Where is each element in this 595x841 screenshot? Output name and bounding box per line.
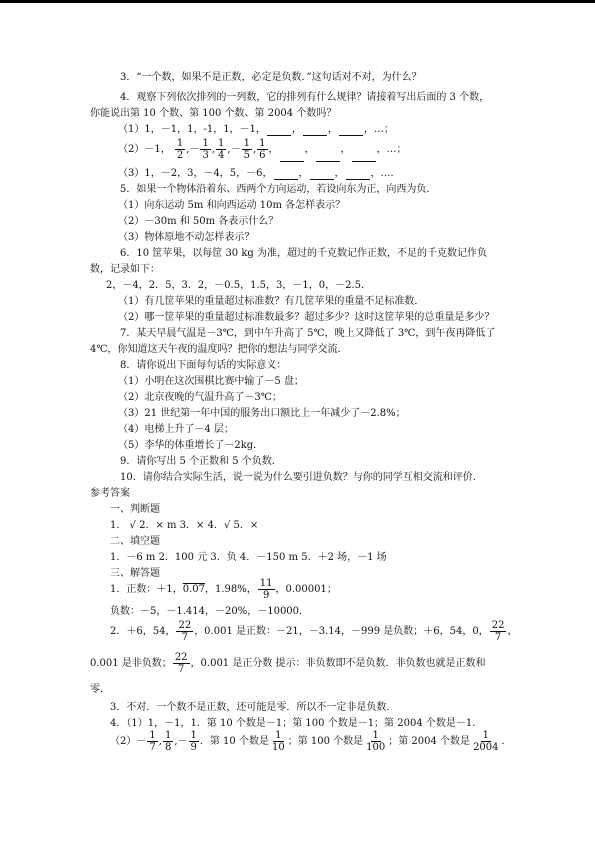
question-4-1: （1）1，－1，1，-1，1，－1， ， ， ，…； [118,124,394,135]
answer-blank [267,125,291,136]
answers-heading: 参考答案 [90,488,130,499]
fraction-1-5: $\frac{1}{5}$ [243,138,250,161]
answer-blank [280,151,304,162]
answer-blank [303,125,327,136]
fraction-1-9: $\frac{1}{9}$ [190,730,197,753]
fraction-1-3: $\frac{1}{3}$ [202,138,209,161]
fraction-1-8: $\frac{1}{8}$ [164,730,172,753]
question-8: 8．请你说出下面每句话的实际意义： [120,360,287,371]
fraction-22-7: $\frac{22}{7}$ [491,620,505,643]
answer-1-positive: 1．正数：＋1，0.07，1.98%， $\frac{11}{9}$ ，0.00001； [110,578,337,601]
question-6-line1: 6．10 筐苹果，以每筐 30 kg 为准，超过的千克数记作正数，不足的千克数记作负 [120,248,487,259]
question-4-3: （3）1，－2，3，－4，5，－6， ， ， ，…． [118,168,401,179]
question-5-3: （3）物体原地不动怎样表示？ [118,232,255,243]
answer-blank [339,125,363,136]
fraction-22-7: $\frac{22}{7}$ [174,652,188,675]
question-8-3: （3）21 世纪第一年中国的服务出口额比上一年减少了－2.8%； [118,408,406,419]
question-7-line2: 4℃，你知道这天午夜的温度吗？把你的想法与同学交流． [90,344,348,355]
question-10: 10．请你结合实际生活，说一说为什么要引进负数？与你的同学互相交流和评价． [120,472,483,483]
fraction-1-2004: $\frac{1}{2004}$ [473,730,499,753]
question-4-2: （2）－1， $\frac{1}{2}$ ,－ $\frac{1}{3}$ , $\frac{1}{4}$ ,－ $\frac{1}{5}$ , $\frac{1}{6}$ ， ， ， ，…； [118,138,407,161]
question-8-1: （1）小明在这次围棋比赛中输了－5 盘； [118,376,304,387]
answer-blank [310,169,334,180]
question-4-line2: 你能说出第 10 个数、第 100 个数、第 2004 个数吗？ [90,108,337,119]
answer-blank [346,169,370,180]
fraction-1-100: $\frac{1}{100}$ [366,730,386,753]
section-fill-blank-answers: 1．－6 m 2．100 元 3．负 4．－150 m 5．＋2 场，－1 场 [110,552,387,563]
question-7-line1: 7．某天早晨气温是－3℃，到中午升高了 5℃，晚上又降低了 3℃，到午夜再降低了 [120,328,496,339]
question-6-line2: 数，记录如下： [90,264,160,275]
q4-1-text: （1）1，－1，1，-1，1，－1， [118,124,266,135]
answer-blank [352,151,376,162]
question-5: 5．如果一个物体沿着东、西两个方向运动，若设向东为正，向西为负． [120,184,437,195]
question-6-data: 2，－4，2．5，3．2，－0.5，1.5，3，－1，0，－2.5． [106,280,371,291]
answer-2-line1: 2．＋6，54， $\frac{22}{7}$ ，0.001 是正数：－21，－3.14，－999 是负数；＋6，54，0， $\frac{22}{7}$ ， [110,620,518,643]
fraction-11-9: $\frac{11}{9}$ [259,578,273,601]
q4-2-tail: ，…； [376,144,407,155]
q4-3-text: （3）1，－2，3，－4，5，－6， [118,168,273,179]
question-8-5: （5）李华的体重增长了－2kg． [118,440,264,451]
answer-3: 3．不对．一个数不是正数，还可能是零．所以不一定非是负数． [110,702,397,713]
question-5-2: （2）－30m 和 50m 各表示什么？ [118,216,279,227]
question-3: 3．“一个数，如果不是正数，必定是负数．”这句话对不对，为什么？ [120,72,422,83]
answer-2-line2: 0.001 是非负数； $\frac{22}{7}$ ，0.001 是正分数 提示：非负数即不是负数．非负数也就是正数和 [90,652,486,675]
fraction-1-2: $\frac{1}{2}$ [176,138,184,161]
answer-blank [274,169,298,180]
question-8-4: （4）电梯上升了－4 层； [118,424,234,435]
q4-2-prefix: （2）－1， [118,144,171,155]
question-6-1: （1）有几筐苹果的重量超过标准数？有几筐苹果的重量不足标准数． [118,296,425,307]
answer-1-negative: 负数：－5，－1.414，－20%，－10000． [110,606,310,617]
question-5-1: （1）向东运动 5m 和向西运动 10m 各怎样表示？ [118,200,346,211]
question-4-line1: 4．观察下列依次排列的一列数，它的排列有什么规律？请接着写出后面的 3 个数， [120,92,490,103]
fraction-22-7: $\frac{22}{7}$ [178,620,192,643]
section-judgement-answers: 1． √ 2．× m 3．× 4．√ 5．× [110,520,259,531]
fraction-1-10: $\frac{1}{10}$ [271,730,285,753]
repeating-decimal: 0.07 [182,584,205,595]
answer-2-line3: 零． [90,684,110,695]
section-judgement: 一、判断题 [110,504,160,515]
section-solutions: 三、解答题 [110,568,160,579]
answer-4-1: 4．（1）1，－1，1．第 10 个数是－1；第 100 个数是－1；第 2004 个数是－1． [110,718,483,729]
question-9: 9．请你写出 5 个正数和 5 个负数． [120,456,282,467]
fraction-1-4: $\frac{1}{4}$ [218,138,225,161]
fraction-1-7: $\frac{1}{7}$ [149,730,156,753]
answer-blank [316,151,340,162]
section-fill-blank: 二、填空题 [110,536,160,547]
q4-3-tail: ，…． [370,168,401,179]
question-6-2: （2）哪一筐苹果的重量超过标准数最多？超过多少？这时这筐苹果的总重量是多少？ [118,312,495,323]
question-8-2: （2）北京夜晚的气温升高了－3℃； [118,392,282,403]
answer-4-2: （2）－ $\frac{1}{7}$ , $\frac{1}{8}$ ,－ $\frac{1}{9}$ ．第 10 个数是 $\frac{1}{10}$ ；第 100 个数是 $\frac{1}{100}$ ；第 2004 个数是 $\frac{1}{2004}$ ． [110,730,512,753]
fraction-1-6: $\frac{1}{6}$ [259,138,266,161]
q4-1-tail: ，…； [363,124,394,135]
